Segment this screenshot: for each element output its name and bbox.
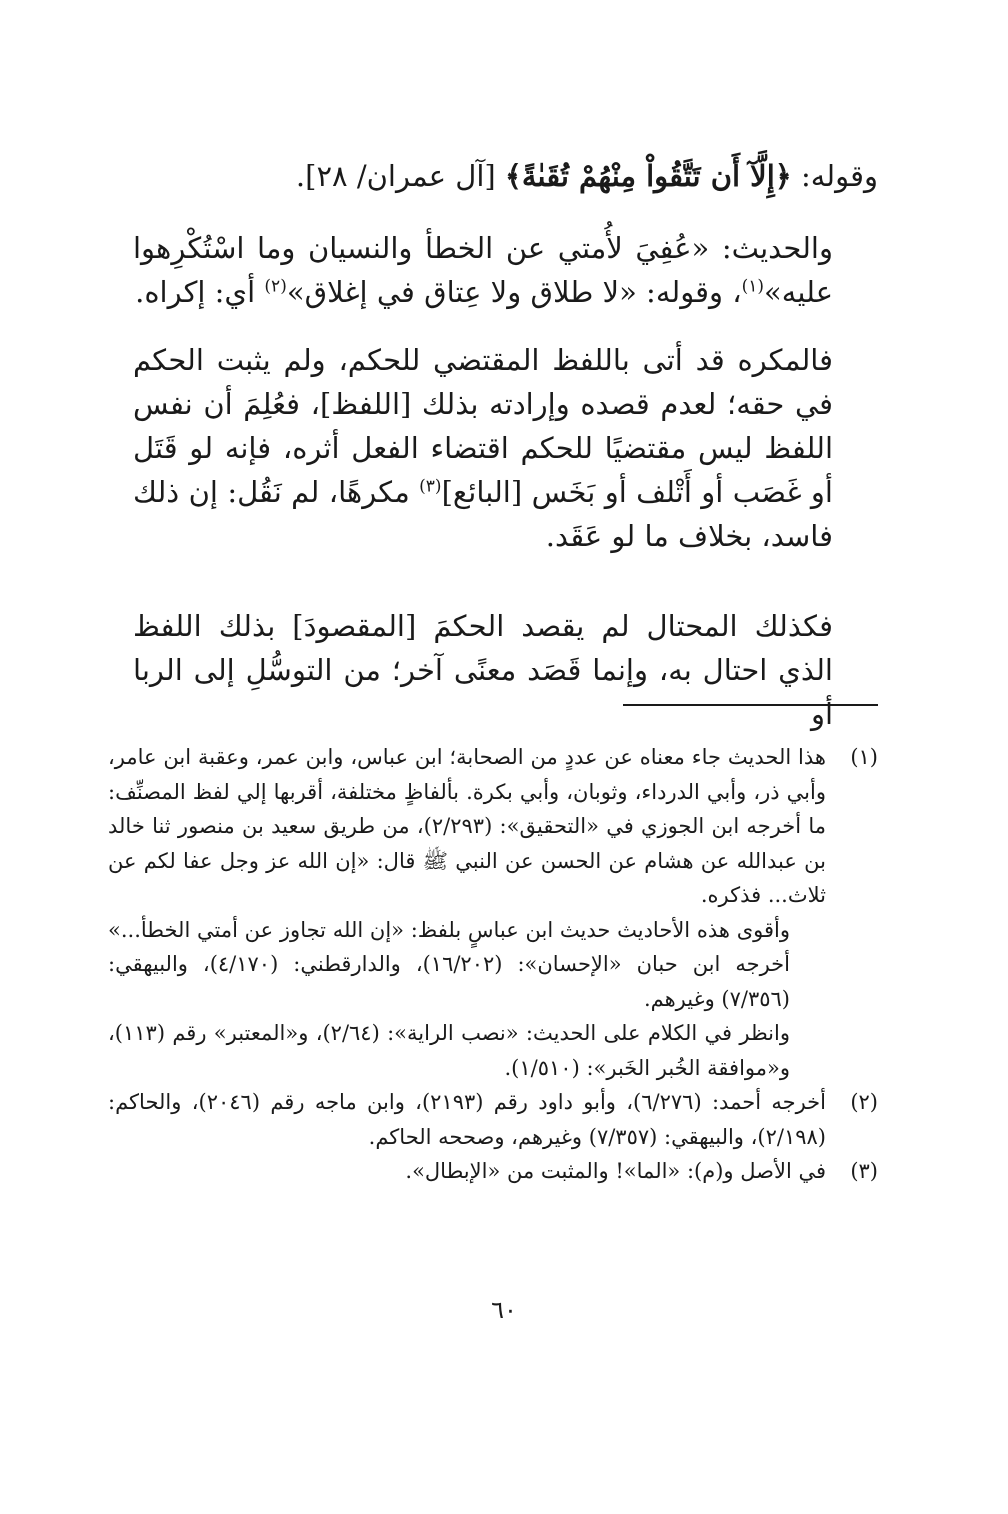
hadith-text-b: ، وقوله: «لا طلاق ولا عِتاق في إغلاق»	[286, 275, 742, 309]
page-number: ٦٠	[491, 1296, 517, 1324]
footnote-ref-2[interactable]: (٢)	[264, 276, 287, 297]
hadith-text-a: والحديث: «عُفِيَ لأُمتي عن الخطأ والنسيان وما اسْتُكْرِهوا عليه»	[133, 231, 833, 309]
footnote-number: (١)	[850, 745, 878, 769]
quote-prefix: وقوله:	[791, 159, 878, 193]
footnote-paragraph: وانظر في الكلام على الحديث: «نصب الراية»: (٢/٦٤)، و«المعتبر» رقم (١١٣)، و«موافقة الخُبر الخَبر»: (١/٥١٠).	[108, 1021, 790, 1080]
footnote-body	[108, 740, 826, 1085]
footnote-body	[108, 1154, 826, 1189]
mukrah-text-b: مكرهًا، لم نَقُل: إن ذلك فاسد، بخلاف ما لو عَقَد.	[133, 475, 833, 553]
footnote-paragraph: وأقوى هذه الأحاديث حديث ابن عباسٍ بلفظ: «إن الله تجاوز عن أمتي الخطأ...» أخرجه ابن حبان «الإحسان»: (١٦/٢٠٢)، والدارقطني: (٤/١٧٠)، والبيهقي: (٧/٣٥٦) وغيرهم.	[108, 917, 790, 1011]
footnote-ref-3[interactable]: (٣)	[419, 476, 442, 497]
footnote-body	[108, 1085, 826, 1154]
footnote-1	[108, 740, 878, 1085]
paragraph-muhtal	[133, 604, 878, 736]
footnote-number: (٣)	[850, 1159, 878, 1183]
quran-verse: ﴿إِلَّآ أَن تَتَّقُواْ مِنْهُمْ تُقَىٰةً﴾	[504, 159, 792, 193]
footnote-number: (٢)	[850, 1090, 878, 1114]
hadith-text-c: أي: إكراه.	[135, 275, 265, 309]
footnote-paragraph: هذا الحديث جاء معناه عن عددٍ من الصحابة؛ ابن عباس، وابن عمر، وعقبة ابن عامر، وأبي ذر، وأبي الدرداء، وثوبان، وأبي بكرة. بألفاظٍ مختلفة، أقربها إلي لفظ المصنِّف: ما أخرجه ابن الجوزي في «التحقيق»: (٢/٢٩٣)، من طريق سعيد بن منصور ثنا خالد بن عبدالله عن هشام عن الحسن عن النبي ﷺ قال: «إن الله عز وجل عفا لكم عن ثلاث... فذكره.	[108, 745, 826, 907]
mukrah-text-a: فالمكره قد أتى باللفظ المقتضي للحكم، ولم يثبت الحكم في حقه؛ لعدم قصده وإرادته بذلك [اللفظ]، فعُلِمَ أن نفس اللفظ ليس مقتضيًا للحكم اقتضاء الفعل أثره، فإنه لو قَتَل أو غَصَب أو أَتْلف أو بَخَس [البائع]	[133, 343, 833, 509]
muhtal-text: فكذلك المحتال لم يقصد الحكمَ [المقصودَ] بذلك اللفظ الذي احتال به، وإنما قَصَد معنًى آخر؛ من التوسُّلِ إلى الربا أو	[133, 609, 833, 731]
footnote-paragraph: أخرجه أحمد: (٦/٢٧٦)، وأبو داود رقم (٢١٩٣)، وابن ماجه رقم (٢٠٤٦)، والحاكم: (٢/١٩٨)، والبيهقي: (٧/٣٥٧) وغيرهم، وصححه الحاكم.	[108, 1090, 826, 1149]
footnote-paragraph: في الأصل و(م): «الما»! والمثبت من «الإبطال».	[405, 1159, 826, 1183]
footnote-ref-1[interactable]: (١)	[741, 276, 765, 297]
paragraph-mukrah	[133, 338, 878, 558]
footnote-2	[108, 1085, 878, 1154]
verse-citation: [آل عمران/ ٢٨].	[295, 159, 505, 193]
paragraph-quran-quote	[133, 154, 878, 198]
paragraph-hadith	[133, 226, 878, 314]
footnotes	[108, 740, 878, 1189]
footnote-separator	[623, 704, 878, 706]
footnote-3	[108, 1154, 878, 1189]
